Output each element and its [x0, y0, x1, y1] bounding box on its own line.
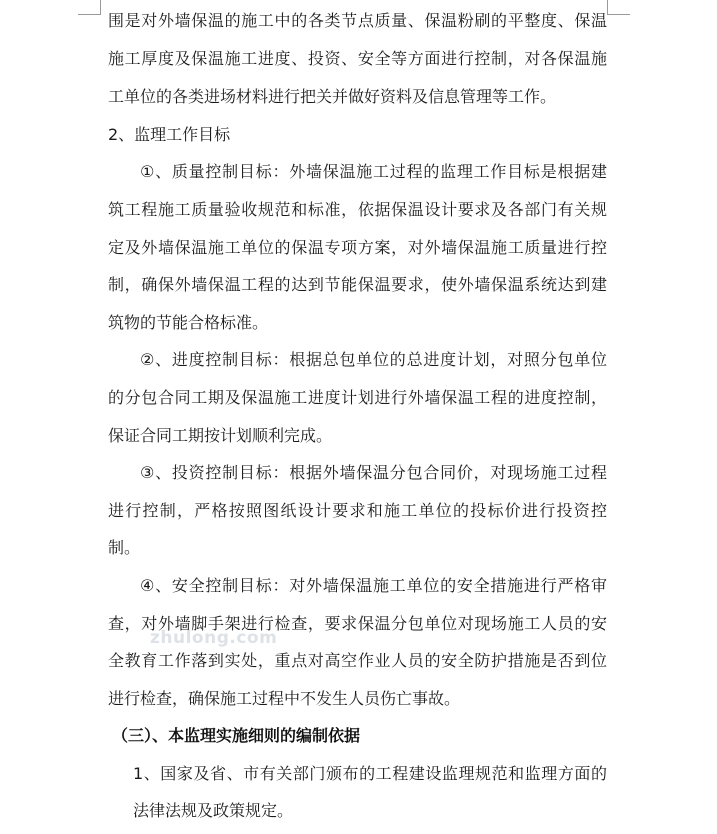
paragraph-line: 工单位的各类进场材料进行把关并做好资料及信息管理等工作。	[108, 87, 557, 106]
section-heading: 2、监理工作目标	[108, 125, 231, 144]
chapter-heading: （三）、本监理实施细则的编制依据	[112, 726, 361, 745]
paragraph-line: 查，对外墙脚手架进行检查，要求保温分包单位对现场施工人员的安	[108, 614, 607, 633]
paragraph-line: 制。	[108, 538, 141, 557]
watermark: zhulong.com	[150, 628, 278, 648]
paragraph-line: 法律法规及政策规定。	[133, 801, 294, 820]
paragraph-line: 制，确保外墙保温工程的达到节能保温要求，使外墙保温系统达到建	[108, 275, 607, 294]
paragraph-line: ④、安全控制目标：对外墙保温施工单位的安全措施进行严格审	[140, 576, 607, 595]
page-corner-mark-left	[78, 0, 101, 15]
paragraph-line: 的分包合同工期及保温施工进度计划进行外墙保温工程的进度控制，	[108, 388, 607, 407]
paragraph-line: 筑工程施工质量验收规范和标准，依据保温设计要求及各部门有关规	[108, 200, 607, 219]
paragraph-line: 保证合同工期按计划顺利完成。	[108, 426, 333, 445]
paragraph-line: 全教育工作落到实处，重点对高空作业人员的安全防护措施是否到位	[108, 651, 607, 670]
paragraph-line: 定及外墙保温施工单位的保温专项方案，对外墙保温施工质量进行控	[108, 238, 607, 257]
paragraph-line: ②、进度控制目标：根据总包单位的总进度计划，对照分包单位	[140, 350, 607, 369]
paragraph-line: ③、投资控制目标：根据外墙保温分包合同价，对现场施工过程	[140, 463, 607, 482]
paragraph-line: 筑物的节能合格标准。	[108, 313, 269, 332]
paragraph-line: 进行控制，严格按照图纸设计要求和施工单位的投标价进行投资控	[108, 501, 607, 520]
paragraph-line: 围是对外墙保温的施工中的各类节点质量、保温粉刷的平整度、保温	[108, 11, 607, 30]
paragraph-line: 施工厚度及保温施工进度、投资、安全等方面进行控制，对各保温施	[108, 49, 607, 68]
page-corner-mark-right	[607, 0, 630, 15]
paragraph-line: ①、质量控制目标：外墙保温施工过程的监理工作目标是根据建	[140, 162, 607, 181]
paragraph-line: 进行检查，确保施工过程中不发生人员伤亡事故。	[108, 689, 461, 708]
paragraph-line: 1、国家及省、市有关部门颁布的工程建设监理规范和监理方面的	[133, 764, 607, 783]
